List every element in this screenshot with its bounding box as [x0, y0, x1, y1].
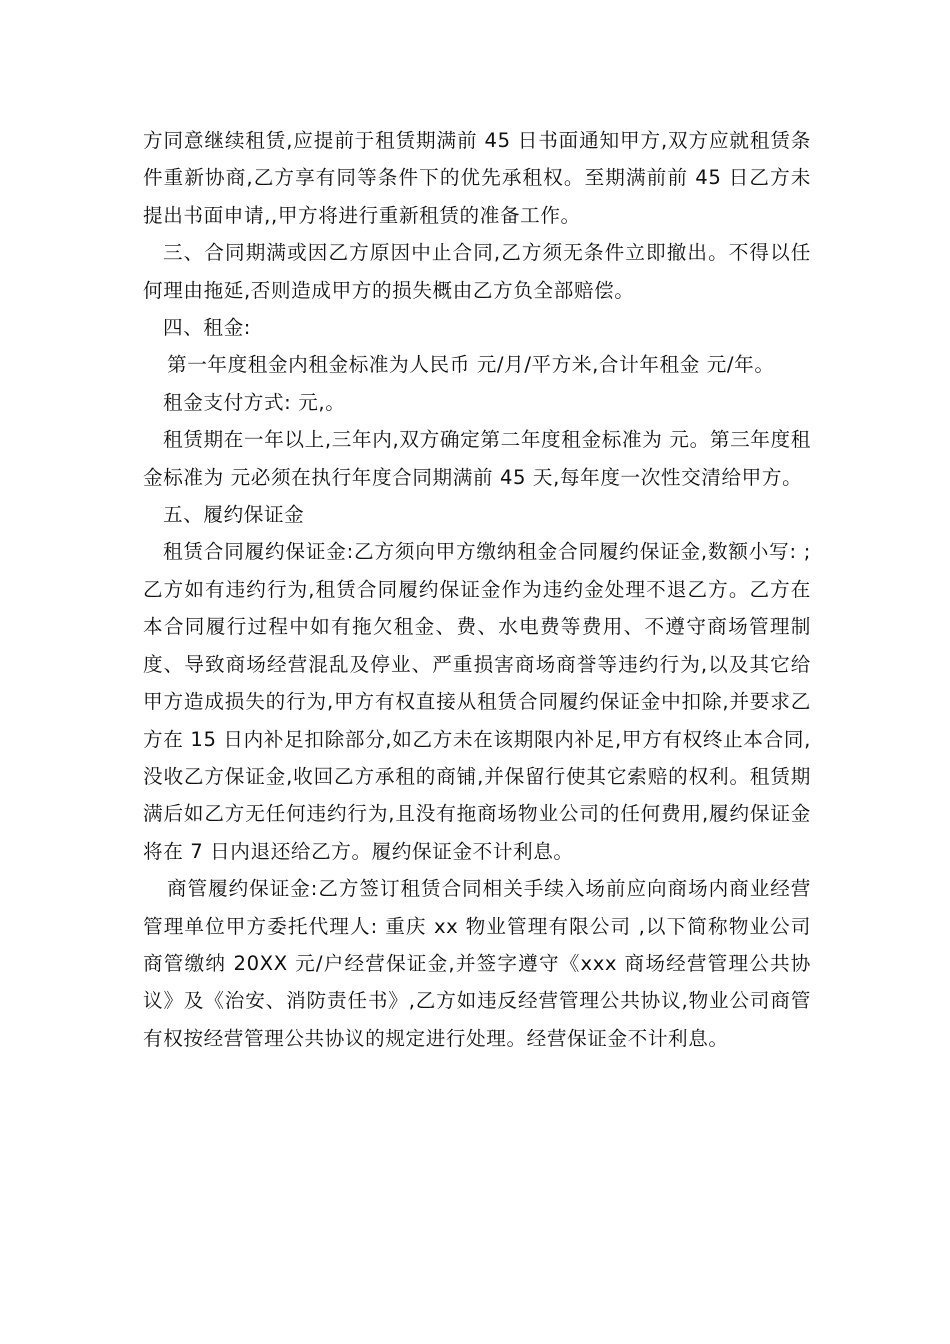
heading-performance-deposit: 五、履约保证金 — [163, 503, 305, 527]
paragraph-rent-subsequent-years: 租赁期在一年以上,三年内,双方确定第二年度租金标准为 元。第三年度租金标准为 元必须在执行年度合同期满前 45 天,每年度一次性交清给甲方。 — [143, 428, 811, 489]
paragraph-first-year-rent: 第一年度租金内租金标准为人民币 元/月/平方米,合计年租金 元/年。 — [167, 353, 775, 377]
heading-rent: 四、租金: — [163, 316, 251, 340]
paragraph-rent-payment-method: 租金支付方式: 元,。 — [163, 390, 346, 414]
paragraph-clause-three: 三、合同期满或因乙方原因中止合同,乙方须无条件立即撤出。不得以任何理由拖延,否则造成甲方的损失概由乙方负全部赔偿。 — [143, 241, 811, 302]
paragraph-lease-deposit: 租赁合同履约保证金:乙方须向甲方缴纳租金合同履约保证金,数额小写: ;乙方如有违约行为,租赁合同履约保证金作为违约金处理不退乙方。乙方在本合同履行过程中如有拖欠租金、费、水电费等费用、不遵守商场管理制度、导致商场经营混乱及停业、严重损害商场商誉等违约行为,以及其它给甲方造成损失的行为,甲方有权直接从租赁合同履约保证金中扣除,并要求乙方在 15 日内补足扣除部分,如乙方未在该期限内补足,甲方有权终止本合同,没收乙方保证金,收回乙方承租的商铺,并保留行使其它索赔的权利。租赁期满后如乙方无任何违约行为,且没有拖商场物业公司的任何费用,履约保证金将在 7 日内退还给乙方。履约保证金不计利息。 — [143, 540, 811, 863]
paragraph-management-deposit: 商管履约保证金:乙方签订租赁合同相关手续入场前应向商场内商业经营管理单位甲方委托代理人: 重庆 xx 物业管理有限公司 ,以下简称物业公司商管缴纳 20XX 元/户经营保证金,并签字遵守《xxx 商场经营管理公共协议》及《治安、消防责任书》,乙方如违反经营管理公共协议,物业公司商管有权按经营管理公共协议的规定进行处理。经营保证金不计利息。 — [143, 877, 811, 1050]
paragraph-lease-renewal: 方同意继续租赁,应提前于租赁期满前 45 日书面通知甲方,双方应就租赁条件重新协商,乙方享有同等条件下的优先承租权。至期满前前 45 日乙方未提出书面申请,,甲方将进行重新租赁的准备工作。 — [143, 129, 811, 227]
document-body — [143, 122, 811, 1057]
